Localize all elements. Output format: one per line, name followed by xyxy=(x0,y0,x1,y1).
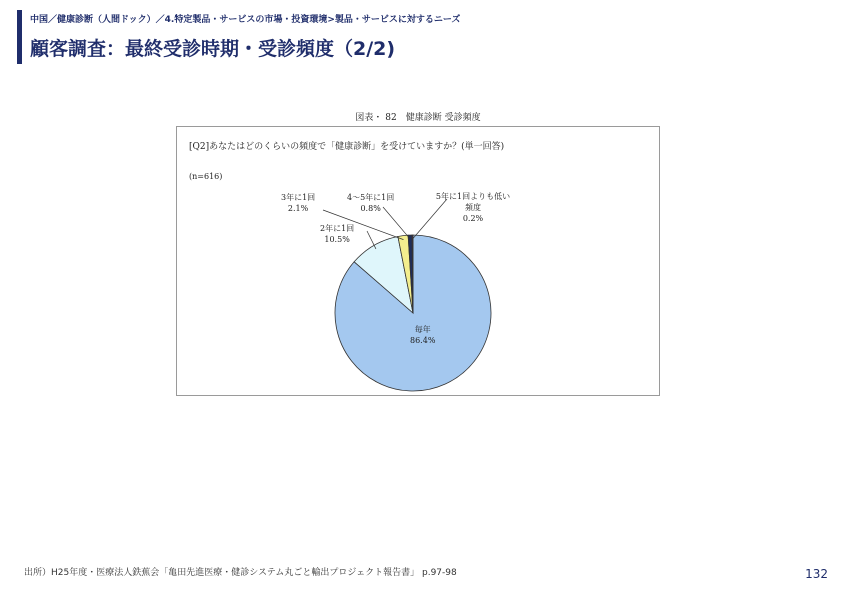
slice-name: 3年に1回 xyxy=(281,193,316,202)
slice-name: 5年に1回よりも低い頻度 xyxy=(435,192,511,212)
slice-value: 86.4% xyxy=(410,336,436,345)
pie-chart xyxy=(177,127,661,397)
slice-value: 10.5% xyxy=(324,235,350,244)
source-note: 出所）H25年度・医療法人鉄蕉会「亀田先進医療・健診システム丸ごと輸出プロジェクト報告書」 p.97-98 xyxy=(24,568,457,578)
slice-name: 毎年 xyxy=(414,325,431,334)
breadcrumb: 中国／健康診断（人間ドック）／4.特定製品・サービスの市場・投資環境>製品・サービスに対するニーズ xyxy=(30,15,461,25)
slice-value: 0.8% xyxy=(360,204,381,213)
slice-label-every-3-years xyxy=(281,192,315,214)
survey-question: [Q2]あなたはどのくらいの頻度で「健康診断」を受けていますか？(単一回答) xyxy=(189,142,505,152)
sample-size: (n=616) xyxy=(189,172,223,181)
figure-caption: 図表・ 82 健康診断 受診頻度 xyxy=(355,113,481,123)
slice-value: 0.2% xyxy=(462,214,484,223)
page-number: 132 xyxy=(805,567,828,581)
chart-frame xyxy=(176,126,660,396)
pie-slices xyxy=(335,235,491,391)
slice-name: 4～5年に1回 xyxy=(347,193,395,202)
slice-value: 2.1% xyxy=(287,204,309,213)
slice-label-every-4-5-years xyxy=(347,192,394,214)
slice-label-less-than-5-years xyxy=(435,191,511,224)
slice-label-every-2-years xyxy=(320,223,354,245)
slice-name: 2年に1回 xyxy=(320,224,355,233)
page-title: 顧客調査：最終受診時期・受診頻度（2/2) xyxy=(30,38,396,60)
slice-label-annual xyxy=(410,324,435,346)
leader-line-every-2-years xyxy=(367,231,376,249)
title-accent-bar xyxy=(17,10,22,64)
